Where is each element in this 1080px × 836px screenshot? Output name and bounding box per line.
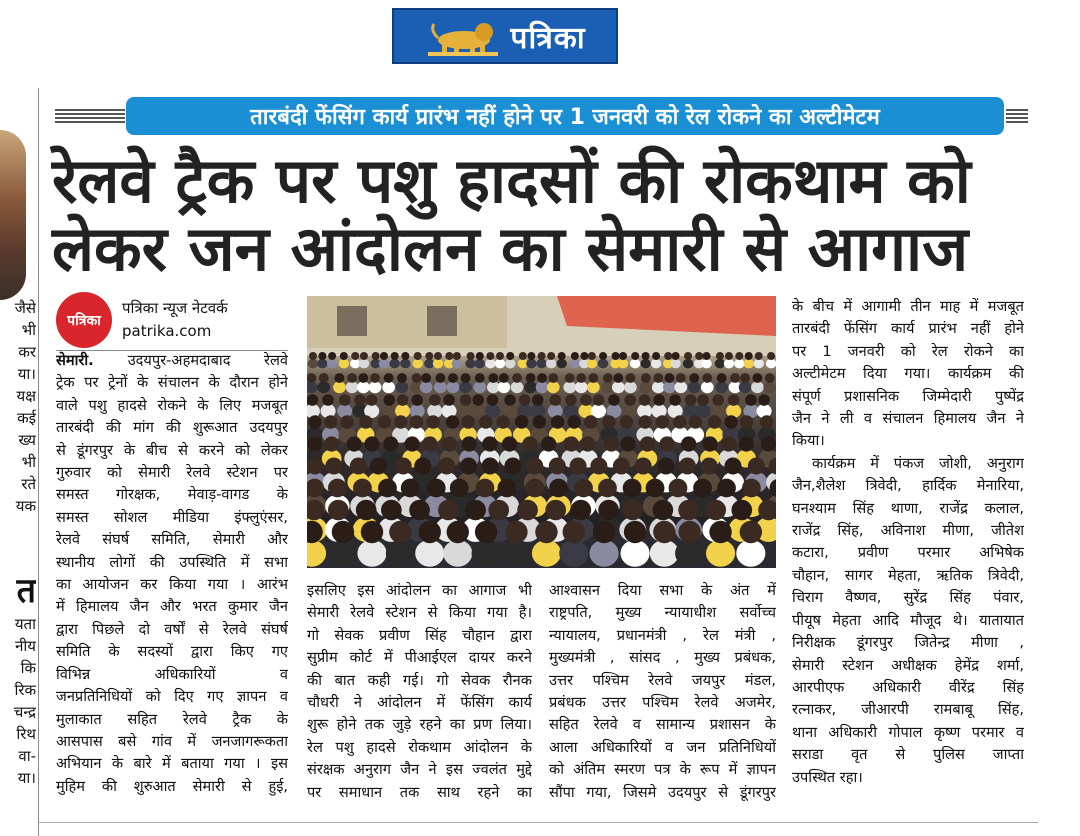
article-line: आला अधिकारियों व जन प्रतिनिधियों — [549, 738, 776, 756]
adjacent-text-fragment: त — [16, 571, 36, 611]
adjacent-column-strip — [0, 88, 39, 836]
dateline: सेमारी. — [56, 352, 128, 369]
article-line: मुख्यमंत्री , सांसद , मुख्य प्रबंधक, — [549, 649, 776, 667]
article-line: सेमारी रेलवे स्टेशन से किया गया है। — [307, 604, 532, 622]
article-line: सुप्रीम कोर्ट में पीआईएल दायर करने — [307, 649, 532, 667]
adjacent-text-fragment: नीय — [15, 637, 36, 655]
article-line: का आयोजन कर किया गया । आरंभ — [56, 576, 288, 594]
article-line: चिराग वैष्णव, सुरेंद्र सिंह पंवार, — [792, 589, 1024, 607]
article-line: समस्त सोशल मीडिया इंफ्लुएंसर, — [56, 508, 288, 526]
article-line: की बात कही गई। गो सेवक रौनक — [307, 671, 532, 689]
article-line: रेल पशु हादसे रोकथाम आंदोलन के — [307, 738, 532, 756]
article-line: तारबंदी की मांग की शुरूआत उदयपुर — [56, 419, 288, 437]
adjacent-text-fragment: भी — [21, 321, 36, 339]
article-line: के बीच में आगामी तीन माह में मजबूत — [792, 298, 1024, 315]
adjacent-text-fragment: रते — [21, 475, 36, 493]
article-line: आरपीएफ अधिकारी वीरेंद्र सिंह — [792, 678, 1024, 696]
article-line: किया। — [792, 432, 825, 450]
article-line: को अंतिम स्मरण पत्र के रूप में ज्ञापन — [549, 761, 776, 779]
article-line: शुरू होने तक जुड़े रहने का प्रण लिया। — [307, 716, 532, 734]
article-line: राष्ट्रपति, मुख्य न्यायाधीश सर्वोच्च — [549, 604, 776, 622]
adjacent-text-fragment: रिथ — [16, 725, 36, 743]
article-line: सेमारी स्टेशन अधीक्षक हेमेंद्र शर्मा, — [792, 656, 1024, 674]
article-line: रत्नाकर, जीआरपी रामबाबू सिंह, — [792, 701, 1024, 719]
article-line: घनश्याम सिंह थाणा, राजेंद्र कलाल, — [792, 499, 1024, 517]
masthead-name: पत्रिका — [510, 20, 586, 56]
adjacent-text-fragment: कई — [17, 409, 36, 427]
article-line: द्वारा पिछले दो वर्षों से रेलवे संघर्ष — [56, 620, 288, 638]
kicker-rule-left — [55, 109, 125, 123]
article-line: समस्त गोरक्षक, मेवाड़-वागड के — [56, 486, 288, 504]
article-line: सहित रेलवे व सामान्य प्रशासन के — [549, 716, 776, 734]
article-column-3 — [549, 580, 776, 804]
article-column-1 — [56, 350, 288, 798]
article-line: रेलवे संघर्ष समिति, सेमारी और — [56, 531, 288, 549]
adjacent-text-fragment: यता — [14, 615, 36, 633]
article-line: आश्वासन दिया सभा के अंत में — [549, 582, 776, 599]
article-line: निरीक्षक डूंगरपुर जितेन्द्र मीणा , — [792, 634, 1024, 652]
article-line: गो सेवक प्रवीण सिंह चौहान द्वारा — [307, 626, 532, 644]
headline-line-1: रेलवे ट्रैक पर पशु हादसों की रोकथाम को — [52, 144, 971, 217]
byline-site: patrika.com — [122, 322, 212, 340]
article-line: तारबंदी फेंसिंग कार्य प्रारंभ नहीं होने — [792, 320, 1024, 338]
article-line: आसपास बसे गांव में जनजागरूकता — [56, 732, 288, 750]
article-line: सेमारी. उदयपुर-अहमदाबाद रेलवे — [56, 352, 288, 369]
article-line: अल्टीमेटम दिया गया। कार्यक्रम की — [792, 365, 1024, 383]
adjacent-text-fragment: यक्ष — [16, 387, 36, 405]
adjacent-text-fragment: रिक — [14, 681, 36, 699]
article-line: पर समाधान तक साथ रहने का — [307, 783, 532, 801]
article-line: सौंपा गया, जिसमे उदयपुर से डूंगरपुर — [549, 783, 776, 801]
article-line: इसलिए इस आंदोलन का आगाज भी — [307, 582, 532, 599]
article-line: सराडा वृत से पुलिस जाप्ता — [792, 746, 1024, 764]
article-line: राजेंद्र सिंह, अविनाश मीणा, जीतेश — [792, 522, 1024, 540]
article-line: में हिमालय जैन और भरत कुमार जैन — [56, 598, 288, 616]
article-line: न्यायालय, प्रधानमंत्री , रेल मंत्री , — [549, 626, 776, 644]
article-line: प्रबंधक उत्तर पश्चिम रेलवे अजमेर, — [549, 694, 776, 712]
crowd-photo — [307, 296, 776, 568]
article-line: गुरुवार को सेमारी रेलवे स्टेशन पर — [56, 464, 288, 482]
byline-network: पत्रिका न्यूज नेटवर्क — [122, 299, 228, 317]
byline-logo: पत्रिका — [56, 292, 112, 348]
headline-line-2: लेकर जन आंदोलन का सेमारी से आगाज — [52, 212, 969, 285]
article-line: वाले पशु हादसे रोकने के लिए मजबूत — [56, 396, 288, 414]
article-line: चौधरी ने आंदोलन में फेंसिंग कार्य — [307, 694, 532, 712]
kicker-rule-right — [1006, 109, 1028, 123]
adjacent-text-fragment: भी — [21, 453, 36, 471]
article-line: थाना अधिकारी गोपाल कृष्ण परमार व — [792, 723, 1024, 741]
adjacent-text-fragment: वा- — [18, 747, 36, 765]
article-line: पीयूष मेहता आदि मौजूद थे। यातायात — [792, 611, 1024, 629]
article-line: कटारा, प्रवीण परमार अभिषेक — [792, 544, 1024, 562]
article-line: चौहान, सागर मेहता, ऋतिक त्रिवेदी, — [792, 566, 1024, 584]
adjacent-text-fragment: ख्य — [18, 431, 36, 449]
adjacent-text-fragment: या। — [17, 365, 36, 383]
adjacent-text-fragment: कि — [20, 659, 36, 677]
article-line: कार्यक्रम में पंकज जोशी, अनुराग — [812, 454, 1024, 472]
article-line: पर 1 जनवरी को रेल रोकने का — [792, 342, 1024, 360]
adjacent-text-fragment: जैसे — [14, 299, 36, 317]
adjacent-text-fragment: या। — [17, 769, 36, 787]
adjacent-photo — [0, 130, 26, 300]
article-line: जैन ने ली व संचालन हिमालय जैन ने — [792, 410, 1024, 428]
adjacent-text-fragment: यक — [15, 497, 36, 515]
article-line: जैन,शैलेश त्रिवेदी, हार्दिक मेनारिया, — [792, 477, 1024, 495]
crowd-illustration — [307, 296, 776, 568]
article-line: विभिन्न अधिकारियों व — [56, 665, 288, 683]
article-line: संपूर्ण प्रशासनिक जिम्मेदारी पुष्पेंद्र — [792, 387, 1024, 405]
lion-emblem-icon — [424, 16, 502, 56]
article-line: समिति के सदस्यों द्वारा किए गए — [56, 643, 288, 661]
adjacent-text-fragment: चन्द्र — [13, 703, 36, 721]
article-line: संरक्षक अनुराग जैन ने इस ज्वलंत मुद्दे — [307, 761, 532, 779]
article-line: ट्रेक पर ट्रेनों के संचालन के दौरान होने — [56, 374, 288, 392]
article-line: मुलाकात सहित रेलवे ट्रैक के — [56, 710, 288, 728]
article-line: स्थानीय लोगों की उपस्थिति में सभा — [56, 553, 288, 571]
masthead-logo — [392, 8, 618, 64]
article-column-2 — [307, 580, 532, 804]
article-line: अभियान के बारे में बताया गया । इस — [56, 755, 288, 773]
adjacent-text-fragment: कर — [18, 343, 36, 361]
article-line: से डूंगरपुर के बीच से करने को लेकर — [56, 441, 288, 459]
article-line: जनप्रतिनिधियों को दिए गए ज्ञापन व — [56, 688, 288, 706]
article-line: मुहिम की शुरुआत सेमारी से हुई, — [56, 777, 288, 795]
article-line: उपस्थित रहा। — [792, 768, 863, 786]
kicker-banner: तारबंदी फेंसिंग कार्य प्रारंभ नहीं होने पर 1 जनवरी को रेल रोकने का अल्टीमेटम — [126, 97, 1004, 135]
bottom-rule — [38, 822, 1038, 823]
article-column-4 — [792, 296, 1024, 789]
article-line: उत्तर पश्चिम रेलवे जयपुर मंडल, — [549, 671, 776, 689]
